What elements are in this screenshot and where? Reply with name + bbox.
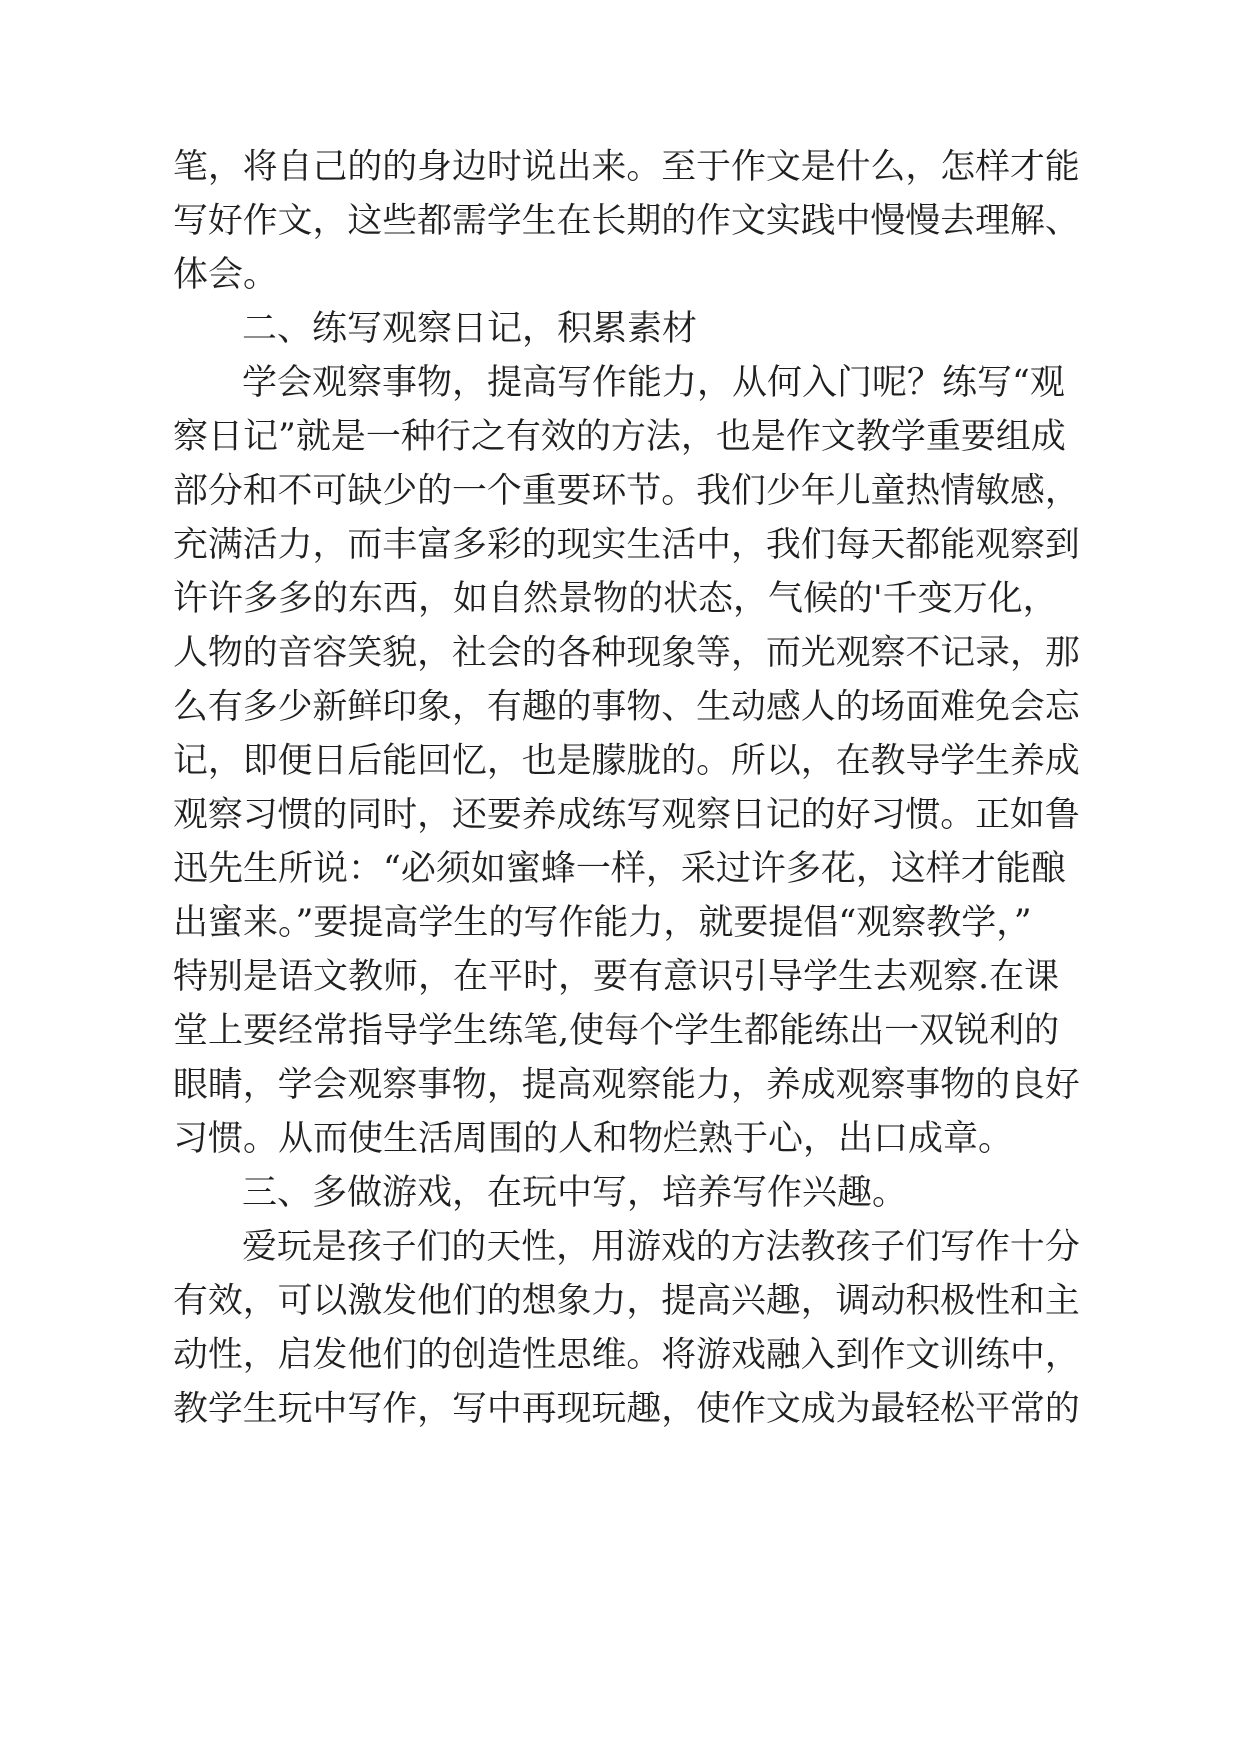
text-line: 眼睛，学会观察事物，提高观察能力，养成观察事物的良好 (173, 1065, 1080, 1105)
text-line: 记，即便日后能回忆，也是朦胧的。所以，在教导学生养成 (173, 741, 1080, 781)
text-line: 有效，可以激发他们的想象力，提高兴趣，调动积极性和主 (173, 1281, 1080, 1321)
section-heading: 三、多做游戏，在玩中写，培养写作兴趣。 (242, 1173, 908, 1213)
text-line: 笔，将自己的的身边时说出来。至于作文是什么，怎样才能 (173, 147, 1080, 187)
text-line: 观察习惯的同时，还要养成练写观察日记的好习惯。正如鲁 (173, 795, 1080, 835)
text-line: 习惯。从而使生活周围的人和物烂熟于心，出口成章。 (173, 1119, 1014, 1159)
text-line: 爱玩是孩子们的天性，用游戏的方法教孩子们写作十分 (242, 1227, 1080, 1267)
text-line: 部分和不可缺少的一个重要环节。我们少年儿童热情敏感， (173, 471, 1080, 511)
text-line: 特别是语文教师，在平时，要有意识引导学生去观察.在课 (173, 957, 1060, 997)
text-line: 充满活力，而丰富多彩的现实生活中，我们每天都能观察到 (173, 525, 1080, 565)
text-line: 动性，启发他们的创造性思维。将游戏融入到作文训练中， (173, 1335, 1080, 1375)
text-line: 出蜜来。”要提高学生的写作能力，就要提倡“观察教学，” (173, 903, 1032, 943)
text-line: 么有多少新鲜印象，有趣的事物、生动感人的场面难免会忘 (173, 687, 1080, 727)
text-line: 堂上要经常指导学生练笔,使每个学生都能练出一双锐利的 (173, 1011, 1060, 1051)
section-heading: 二、练写观察日记，积累素材 (242, 309, 698, 349)
text-line: 体会。 (173, 255, 279, 295)
text-line: 教学生玩中写作，写中再现玩趣，使作文成为最轻松平常的 (173, 1389, 1080, 1429)
text-line: 写好作文，这些都需学生在长期的作文实践中慢慢去理解、 (173, 201, 1080, 241)
text-line: 察日记”就是一种行之有效的方法，也是作文教学重要组成 (173, 417, 1066, 457)
text-line: 迅先生所说：“必须如蜜蜂一样，采过许多花，这样才能酿 (173, 849, 1066, 889)
text-line: 许许多多的东西，如自然景物的状态，气候的'千变万化， (173, 579, 1058, 619)
text-line: 学会观察事物，提高写作能力，从何入门呢？练写“观 (242, 363, 1065, 403)
text-line: 人物的音容笑貌，社会的各种现象等，而光观察不记录，那 (173, 633, 1080, 673)
